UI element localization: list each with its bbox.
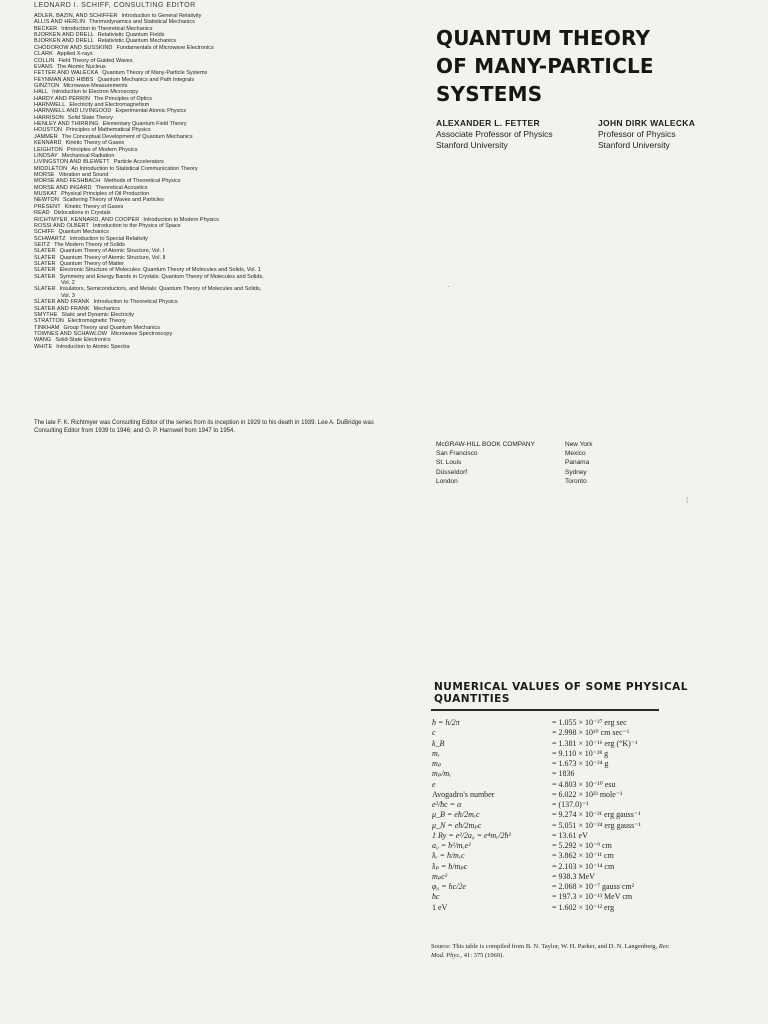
book-title: [436, 24, 736, 108]
constants-rule: [431, 709, 659, 711]
series-title: Field Theory of Guided Waves: [58, 57, 133, 64]
series-title: Electronic Structure of Molecules: Quantum Theory of Molecules and Solids, Vol. 1: [59, 267, 261, 274]
series-title: Introduction to General Relativity: [121, 13, 202, 19]
constant-row: [432, 759, 672, 769]
series-author: HARDY AND PERRIN: [34, 95, 90, 102]
series-title: Introduction to Atomic Spectra: [56, 343, 130, 350]
series-title: Fundamentals of Microwave Electronics: [116, 44, 214, 51]
series-title: Introduction to Special Relativity: [69, 235, 148, 242]
constant-value: = 938.3 MeV: [552, 871, 595, 881]
publisher-block: [436, 440, 535, 486]
constant-value: = 5.051 × 10⁻²⁴ erg gauss⁻¹: [552, 820, 641, 830]
series-author: SLATER: [34, 273, 56, 280]
constant-row: [432, 749, 672, 759]
series-title: Relativistic Quantum Mechanics: [97, 38, 177, 45]
series-title: Elementary Quantum Field Theory: [102, 121, 187, 128]
author-walecka: [598, 118, 695, 151]
series-author: NEWTON: [34, 197, 59, 204]
constant-row: [432, 841, 672, 851]
constant-row: [432, 728, 672, 738]
author-position: Professor of Physics: [598, 129, 676, 139]
series-title: Vol. 3: [61, 292, 75, 299]
series-author: MORSE AND INGARD: [34, 184, 92, 191]
constant-value: = 3.862 × 10⁻¹¹ cm: [552, 851, 614, 861]
series-title: Quantum Theory of Matter: [59, 261, 124, 268]
scan-speck: ·: [447, 282, 450, 291]
constant-symbol: ħc: [432, 892, 440, 902]
series-title: Electromagnetic Theory: [67, 318, 126, 325]
series-author: WHITE: [34, 343, 53, 350]
series-author: HARNWELL AND LIVINGOOD: [34, 108, 112, 115]
constant-symbol: e²/ħc = α: [432, 800, 462, 809]
series-title: Insulators, Semiconductors, and Metals: Quantum Theory of Molecules and Solids,: [59, 286, 262, 293]
series-title: Introduction to the Physics of Space: [93, 222, 181, 229]
source-ref: 41: 375 (1969).: [463, 951, 504, 959]
series-title: An Introduction to Statistical Communication Theory: [71, 165, 198, 172]
series-title: Applied X-rays: [56, 51, 93, 58]
constant-value: = 2.068 × 10⁻⁷ gauss cm²: [552, 882, 634, 891]
constant-row: [432, 872, 672, 882]
series-title: Introduction to Theoretical Physics: [93, 299, 178, 306]
constant-value: = 1.673 × 10⁻²⁴ g: [552, 759, 609, 768]
constant-value: = 13.61 eV: [552, 830, 588, 840]
constant-symbol: 1 eV: [432, 902, 448, 912]
series-author: FEYNMAN AND HIBBS: [34, 76, 94, 83]
series-author: READ: [34, 210, 50, 217]
constant-value: = 2.103 × 10⁻¹⁴ cm: [552, 861, 615, 871]
series-author: TOWNES AND SCHAWLOW: [34, 330, 108, 337]
constant-row: [432, 892, 672, 902]
constants-table: [432, 718, 672, 913]
constant-row: [432, 780, 672, 790]
series-author: SCHIFF: [34, 229, 55, 236]
constant-row: [432, 903, 672, 913]
series-author: SLATER: [34, 261, 56, 268]
constant-symbol: μ_N = eħ/2mₚc: [432, 820, 482, 830]
constant-symbol: a₀ = ħ²/mₑe²: [432, 841, 471, 850]
constant-row: [432, 769, 672, 779]
series-title: Vol. 2: [61, 280, 75, 287]
constant-symbol: φ₀ = hc/2e: [432, 882, 466, 891]
series-title: Vibration and Sound: [58, 171, 109, 178]
series-author: WANG: [34, 337, 52, 344]
series-author: GINZTON: [34, 82, 60, 89]
series-author: KENNARD: [34, 140, 62, 147]
series-author: BJORKEN AND DRELL: [34, 32, 94, 39]
series-title: Principles of Modern Physics: [66, 146, 138, 153]
series-title: Solid-State Electronics: [55, 337, 111, 344]
publisher-city: Sydney: [565, 468, 587, 476]
author-name: ALEXANDER L. FETTER: [436, 118, 540, 128]
constant-row: [432, 851, 672, 861]
series-author: HENLEY AND THIRRING: [34, 121, 99, 128]
constant-symbol: k_B: [432, 738, 445, 748]
series-author: HARRISON: [34, 114, 64, 121]
constant-value: = 1836: [552, 769, 575, 779]
series-author: ADLER, BAZIN, AND SCHIFFER: [34, 13, 118, 19]
constant-value: = 1.381 × 10⁻¹⁶ erg (°K)⁻¹: [552, 738, 638, 748]
publisher-city: Toronto: [565, 477, 587, 485]
series-title: Mechanical Radiation: [61, 152, 115, 159]
constant-row: [432, 810, 672, 820]
series-author: MUSKAT: [34, 191, 58, 198]
author-name: JOHN DIRK WALECKA: [598, 118, 696, 128]
constant-row: [432, 718, 672, 728]
series-author: LIVINGSTON AND BLEWETT: [34, 159, 110, 166]
source-text: Source: This table is compiled from B. N. Taylor, W. H. Parker, and D. N. Langenberg,: [431, 943, 658, 950]
publisher-city: St. Louis: [436, 459, 462, 467]
series-title: Physical Principles of Oil Production: [61, 191, 150, 198]
series-title: Experimental Atomic Physics: [115, 108, 187, 115]
constant-symbol: mₚ/mₑ: [432, 769, 452, 779]
book-title-line: SYSTEMS: [436, 82, 543, 106]
series-author: MORSE: [34, 171, 55, 178]
constant-value: = 4.803 × 10⁻¹⁰ esu: [552, 779, 616, 789]
series-author: ALLIS AND HERLIN: [34, 19, 86, 26]
series-title: Relativistic Quantum Fields: [97, 32, 165, 39]
constant-symbol: mₚc²: [432, 871, 448, 881]
constant-row: [432, 882, 672, 892]
series-note: The late F. K. Richtmyer was Consulting Editor of the series from its inception in 1929 to his death in 1939. Lee A. DuBridge was Consulting Editor from 1939 to 1946; and G. P. Harnwell from 1947 to 1954.: [34, 420, 374, 434]
series-title: Mechanics: [93, 305, 120, 312]
book-title-line: OF MANY-PARTICLE: [436, 54, 654, 78]
constants-title: NUMERICAL VALUES OF SOME PHYSICAL QUANTITIES: [434, 681, 688, 705]
constant-symbol: mₑ: [432, 748, 440, 758]
series-author: ROSSI AND OLBERT: [34, 222, 89, 229]
series-author: HARNWELL: [34, 102, 66, 109]
series-author: CHODOROW AND SUSSKIND: [34, 44, 113, 51]
series-author: FETTER AND WALECKA: [34, 70, 99, 77]
author-affiliation: Stanford University: [598, 140, 670, 150]
book-title-line: QUANTUM THEORY: [436, 26, 651, 50]
series-title: Theoretical Acoustics: [95, 184, 148, 191]
series-author: MORSE AND FESHBACH: [34, 178, 101, 185]
series-title: Dislocations in Crystals: [53, 210, 111, 217]
series-title: Quantum Mechanics: [58, 229, 109, 236]
series-author: CLARK: [34, 51, 53, 58]
series-author: SCHWARTZ: [34, 235, 66, 242]
series-author: PRESENT: [34, 203, 61, 210]
series-title: The Modern Theory of Solids: [54, 241, 125, 248]
series-author: SMYTHE: [34, 311, 58, 318]
constant-value: = 197.3 × 10⁻¹³ MeV cm: [552, 892, 633, 902]
series-author: LINDSAY: [34, 152, 58, 159]
source-journal: Rev. Mod. Phys.,: [431, 943, 670, 959]
constant-symbol: mₚ: [432, 759, 442, 768]
series-title: Particle Accelerators: [113, 159, 164, 166]
author-affiliation: Stanford University: [436, 140, 508, 150]
series-title: Solid State Theory: [67, 114, 113, 121]
series-author: BECKER: [34, 25, 58, 32]
constants-source: [431, 943, 671, 960]
constant-symbol: e: [432, 779, 436, 789]
series-author: COLLIN: [34, 57, 55, 64]
series-author: MIDDLETON: [34, 165, 68, 172]
series-title: Introduction to Electron Microscopy: [52, 89, 139, 96]
series-title: Quantum Mechanics and Path Integrals: [97, 76, 195, 83]
constant-value: = 6.022 × 10²³ mole⁻¹: [552, 789, 623, 799]
series-author: RICHTMYER, KENNARD, AND COOPER: [34, 216, 140, 223]
constant-value: = 2.998 × 10¹⁰ cm sec⁻¹: [552, 728, 630, 738]
publisher-city: New York: [565, 441, 593, 448]
series-title: The Atomic Nucleus: [56, 63, 106, 70]
series-title: Kinetic Theory of Gases: [65, 140, 125, 147]
series-title: Electricity and Electromagnetism: [69, 102, 150, 109]
constant-row: [432, 739, 672, 749]
series-title: The Conceptual Development of Quantum Mechanics: [61, 133, 193, 140]
series-title: The Principles of Optics: [93, 95, 152, 102]
constant-value: = 9.274 × 10⁻²¹ erg gauss⁻¹: [552, 810, 641, 820]
constant-row: [432, 800, 672, 810]
constant-value: = 1.055 × 10⁻²⁷ erg sec: [552, 718, 627, 727]
series-title: Microwave Measurements: [63, 82, 128, 89]
series-title: Kinetic Theory of Gases: [64, 203, 124, 210]
series-author: EVANS: [34, 63, 53, 70]
publisher-city: Düsseldorf: [436, 468, 468, 476]
constant-value: = (137.0)⁻¹: [552, 800, 589, 809]
publisher-name: McGRAW-HILL BOOK COMPANY: [436, 441, 535, 448]
series-title: Quantum Theory of Atomic Structure, Vol. I: [59, 248, 165, 255]
series-author: TINKHAM: [34, 324, 60, 331]
series-author: HOUSTON: [34, 127, 63, 134]
constant-row: [432, 790, 672, 800]
series-author: JAMMER: [34, 133, 58, 140]
constant-row: [432, 862, 672, 872]
series-author: SLATER: [34, 248, 56, 255]
constant-value: = 9.110 × 10⁻²⁸ g: [552, 748, 609, 758]
constant-symbol: c: [432, 728, 436, 738]
series-title: Principles of Mathematical Physics: [66, 127, 151, 134]
series-author: SLATER: [34, 254, 56, 261]
series-author: SLATER: [34, 267, 56, 274]
series-list: [34, 13, 379, 350]
series-author: SLATER: [34, 286, 56, 293]
series-title: Microwave Spectroscopy: [111, 330, 173, 337]
series-title: Introduction to Theoretical Mechanics: [61, 25, 153, 32]
publisher-city: Panama: [565, 459, 590, 467]
series-author: STRATTON: [34, 318, 64, 325]
constant-row: [432, 831, 672, 841]
constant-symbol: ƛₚ = ħ/mₚc: [432, 861, 468, 871]
series-header: LEONARD I. SCHIFF, CONSULTING EDITOR: [34, 2, 196, 9]
author-position: Associate Professor of Physics: [436, 129, 553, 139]
series-title: Quantum Theory of Many-Particle Systems: [102, 70, 208, 77]
publisher-cities: [565, 440, 592, 486]
publisher-city: San Francisco: [436, 450, 478, 458]
series-author: SLATER AND FRANK: [34, 305, 90, 312]
series-title: Methods of Theoretical Physics: [104, 178, 181, 185]
series-title: Group Theory and Quantum Mechanics: [63, 324, 160, 331]
series-title: Quantum Theory of Atomic Structure, Vol. II: [59, 254, 166, 261]
constant-symbol: ħ = h/2π: [432, 718, 460, 727]
series-title: Static and Dynamic Electricity: [61, 311, 134, 318]
author-fetter: [436, 118, 553, 151]
series-author: LEIGHTON: [34, 146, 63, 153]
constant-row: [432, 821, 672, 831]
publisher-city: Mexico: [565, 450, 586, 458]
constant-symbol: Avogadro's number: [432, 789, 495, 799]
series-author: HALL: [34, 89, 49, 96]
constant-value: = 5.292 × 10⁻⁹ cm: [552, 841, 612, 850]
series-title: Symmetry and Energy Bands in Crystals: Quantum Theory of Molecules and Solids,: [59, 273, 264, 280]
publisher-city: London: [436, 477, 458, 485]
constant-symbol: 1 Ry = e²/2a₀ = e⁴mₑ/2ħ²: [432, 830, 511, 840]
scan-speck: ⁞: [686, 496, 689, 505]
constant-symbol: ƛₑ = ħ/mₑc: [432, 851, 465, 861]
series-author: BJORKEN AND DRELL: [34, 38, 94, 45]
constant-symbol: μ_B = eħ/2mₑc: [432, 810, 480, 820]
constant-value: = 1.602 × 10⁻¹² erg: [552, 902, 615, 912]
series-title: Introduction to Modern Physics: [143, 216, 219, 223]
series-item: [34, 344, 379, 350]
series-author: SLATER AND FRANK: [34, 299, 90, 306]
series-title: Scattering Theory of Waves and Particles: [62, 197, 164, 204]
series-title: Thermodynamics and Statistical Mechanics: [89, 19, 195, 26]
series-author: SEITZ: [34, 241, 51, 248]
